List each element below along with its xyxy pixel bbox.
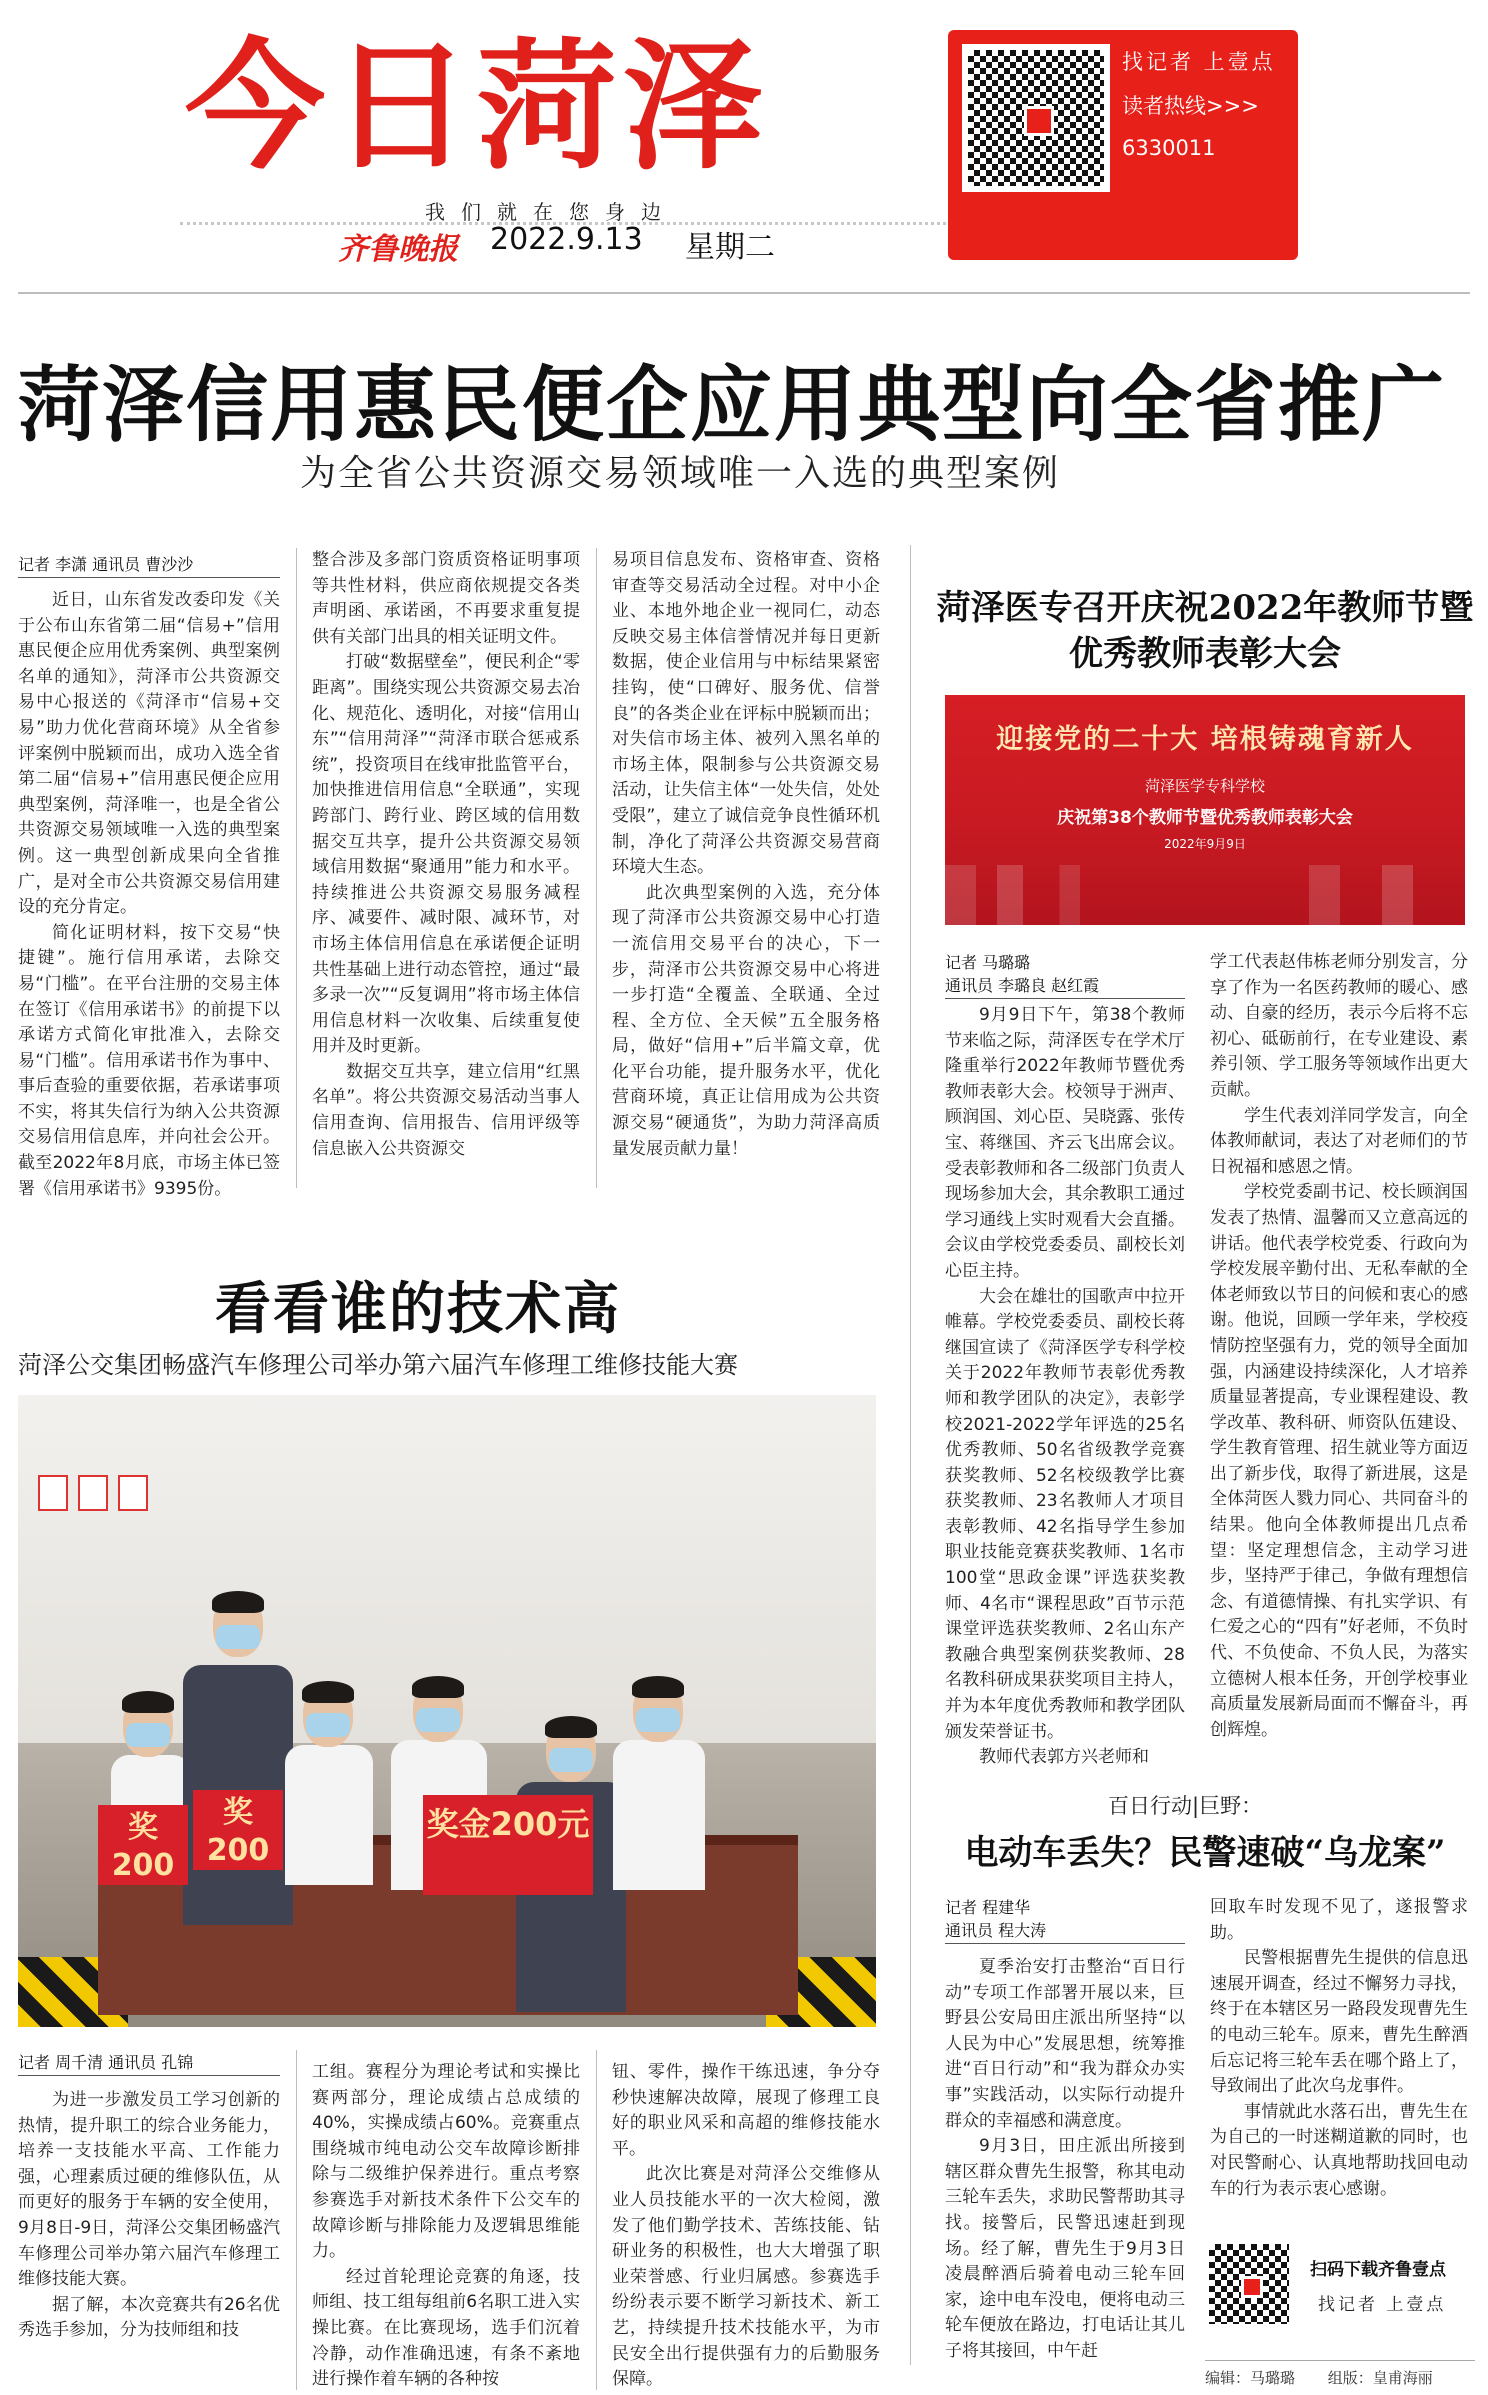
article3-subhead: 菏泽公交集团畅盛汽车修理公司举办第六届汽车修理工维修技能大赛 [18, 1351, 738, 1379]
hotline-number: 6330011 [1122, 136, 1216, 160]
contact-line-2: 读者热线>>> [1122, 94, 1259, 118]
paragraph: 9月9日下午，第38个教师节来临之际，菏泽医专在学术厅隆重举行2022年教师节暨优秀教师表彰大会。校领导于洲声、顾润国、刘心臣、吴晓露、张传宝、蒋继国、齐云飞出席会议。受表彰教师和各二级部门负责人现场参加大会，其余教职工通过学习通线上实时观看大会直播。会议由学校党委委员、副校长刘心臣主持。 [945, 1005, 1185, 1281]
paragraph: 此次典型案例的入选，充分体现了菏泽市公共资源交易中心打造一流信用交易平台的决心，下一步，菏泽市公共资源交易中心将进一步打造“全覆盖、全联通、全过程、全方位、全天候”五全服务格局，做好“信用+”后半篇文章，优化平台功能，提升服务水平，优化营商环境，真正让信用成为公共资源交易“硬通货”，为助力菏泽高质量发展贡献力量！ [612, 882, 880, 1159]
paragraph: 据了解，本次竞赛共有26名优秀选手参加，分为技师组和技 [18, 2294, 280, 2341]
paragraph: 简化证明材料，按下交易“快捷键”。施行信用承诺，去除交易“门槛”。在平台注册的交易主体在签订《信用承诺书》的前提下以承诺方式简化审批准入，去除交易“门槛”。信用承诺书作为事中、事后查验的重要依据，若承诺事项不实，将其失信行为纳入公共资源交易信用信息库，并向社会公开。截至2022年8月底，市场主体已签署《信用承诺书》9395份。 [18, 922, 280, 1199]
article2-column-1 [945, 1003, 1185, 1768]
photo-event: 庆祝第38个教师节暨优秀教师表彰大会 [1057, 808, 1353, 828]
column-rule [296, 548, 297, 1188]
paragraph: 工组。赛程分为理论考试和实操比赛两部分，理论成绩占总成绩的40%，实操成绩占60%。竞赛重点围绕城市纯电动公交车故障诊断排除与二级维护保养进行。重点考察参赛选手对新技术条件下公交车的故障诊断与排除能力及逻辑思维能力。 [312, 2062, 580, 2262]
paragraph: 易项目信息发布、资格审查、资格审查等交易活动全过程。对中小企业、本地外地企业一视同仁，动态反映交易主体信誉情况并每日更新数据，使企业信用与中标结果紧密挂钩，使“口碑好、服务优、信誉良”的各类企业在评标中脱颖而出；对失信市场主体、被列入黑名单的市场主体，限制参与公共资源交易活动，让失信主体“一处失信，处处受限”，建立了诚信竞争良性循环机制，净化了菏泽公共资源交易营商环境大生态。 [612, 550, 880, 878]
article4-headline: 电动车丢失？民警速破“乌龙案” [964, 1833, 1446, 1873]
issue-date: 2022.9.13 [490, 222, 643, 257]
designer-name: 组版：皇甫海丽 [1327, 2369, 1433, 2387]
safety-sign-icon [38, 1475, 68, 1511]
paragraph: 打破“数据壁垒”，便民利企“零距离”。围绕实现公共资源交易去冶化、规范化、透明化，对接“信用山东”“信用菏泽”“菏泽市联合惩戒系统”，投资项目在线审批监管平台，加快推进信用信息“全联通”，实现跨部门、跨行业、跨区域的信用数据交互共享，提升公共资源交易领域信用数据“聚通用”能力和水平。持续推进公共资源交易服务减程序、减要件、减时限、减环节，对市场主体信用信息在承诺便企证明共性基础上进行动态管控，通过“最多录一次”“反复调用”将市场主体信用信息材料一次收集、后续重复使用并及时更新。 [312, 652, 580, 1057]
article3-column-2 [312, 2060, 580, 2390]
skyline-decoration [945, 865, 1465, 925]
paragraph: 民警根据曹先生提供的信息迅速展开调查，经过不懈努力寻找，终于在本辖区另一路段发现曹先生的电动三轮车。原来，曹先生醉酒后忘记将三轮车丢在哪个路上了，导致闹出了此次乌龙事件。 [1210, 1948, 1468, 2097]
qr-code-icon[interactable] [962, 44, 1110, 192]
paragraph: 事情就此水落石出，曹先生在为自己的一时迷糊道歉的同时，也对民警耐心、认真地帮助找回电动车的行为表示衷心感谢。 [1210, 2101, 1468, 2199]
article4-byline: 记者 程建华 通讯员 程大涛 [945, 1895, 1185, 1944]
editor-credits [1205, 2360, 1475, 2388]
contact-line-1: 找记者 上壹点 [1122, 50, 1276, 74]
header-rule [18, 292, 1470, 294]
safety-sign-icon [118, 1475, 148, 1511]
column-rule [910, 545, 911, 2365]
main-headline: 菏泽信用惠民便企应用典型向全省推广 [18, 357, 1447, 453]
paragraph: 经过首轮理论竞赛的角逐，技师组、技工组每组前6名职工进入实操比赛。在比赛现场，选手们沉着冷静，动作准确迅速，有条不紊地进行操作着车辆的各种按 [312, 2266, 580, 2390]
paragraph: 近日，山东省发改委印发《关于公布山东省第二届“信易+”信用惠民便企应用优秀案例、典型案例名单的通知》，菏泽市公共资源交易中心报送的《菏泽市“信易+交易”助力优化营商环境》从全省参评案例中脱颖而出，成功入选全省第二届“信易+”信用惠民便企应用典型案例，菏泽唯一，也是全省公共资源交易领域唯一入选的典型案例。这一典型创新成果向全省推广，是对全市公共资源交易信用建设的充分肯定。 [18, 590, 280, 918]
article4-column-2 [1210, 1895, 1468, 2199]
issue-weekday: 星期二 [685, 230, 775, 265]
paragraph: 夏季治安打击整治“百日行动”专项工作部署开展以来，巨野县公安局田庄派出所坚持“以人民为中心”发展思想，统筹推进“百日行动”和“我为群众办实事”实践活动，以实际行动提升群众的幸福感和满意度。 [945, 1957, 1185, 2131]
paragraph: 学生代表刘洋同学发言，向全体教师献词，表达了对老师们的节日祝福和感恩之情。 [1210, 1105, 1468, 1177]
article1-column-3 [612, 548, 880, 1159]
competition-photo [18, 1395, 876, 2027]
photo-banner: 迎接党的二十大 培根铸魂育新人 [996, 724, 1414, 755]
column-rule [296, 2050, 297, 2390]
paragraph: 9月3日，田庄派出所接到辖区群众曹先生报警，称其电动三轮车丢失，求助民警帮助其寻找。接警后，民警迅速赶到现场。经了解，曹先生于9月3日凌晨醉酒后骑着电动三轮车回家，途中电车没电，便将电动三轮车便放在路边，打电话让其儿子将其接回，中午赶 [945, 2136, 1185, 2361]
paragraph: 数据交互共享，建立信用“红黑名单”。将公共资源交易活动当事人信用查询、信用报告、信用评级等信息嵌入公共资源交 [312, 1061, 580, 1159]
article4-kicker: 百日行动|巨野： [1108, 1794, 1263, 1818]
article1-column-1 [18, 588, 280, 1199]
award-certificate: 奖 200 [98, 1805, 188, 1885]
paragraph: 整合涉及多部门资质资格证明事项等共性材料，供应商依规提交各类声明函、承诺函，不再要求重复提供有关部门出具的相关证明文件。 [312, 550, 580, 647]
paragraph: 大会在雄壮的国歌声中拉开帷幕。学校党委委员、副校长蒋继国宣读了《菏泽医学专科学校关于2022年教师节表彰优秀教师和教学团队的决定》，表彰学校2021-2022学年评选的25名优秀教师、50名省级教学竞赛获奖教师、52名校级教学比赛获奖教师、23名教师人才项目表彰教师、42名指导学生参加职业技能竞赛获奖教师、1名市100堂“思政金课”评选获奖教师、4名市“课程思政”百节示范课堂评选获奖教师、2名山东产教融合典型案例获奖教师、28名教科研成果获奖项目主持人，并为本年度优秀教师和教学团队颁发荣誉证书。 [945, 1286, 1185, 1742]
app-qr-code-icon[interactable] [1205, 2240, 1293, 2328]
paragraph: 为进一步激发员工学习创新的热情，提升职工的综合业务能力，培养一支技能水平高、工作能力强，心理素质过硬的维修队伍，从而更好的服务于车辆的安全使用，9月8日-9日，菏泽公交集团畅盛汽车修理公司举办第六届汽车修理工维修技能大赛。 [18, 2090, 280, 2290]
editor-name: 编辑：马璐璐 [1205, 2369, 1296, 2387]
paper-name: 齐鲁晚报 [338, 232, 458, 267]
main-subhead: 为全省公共资源交易领域唯一入选的典型案例 [300, 453, 1061, 494]
paragraph: 教师代表郭方兴老师和 [979, 1747, 1149, 1768]
article3-byline: 记者 周千清 通讯员 孔锦 [18, 2050, 280, 2076]
photo-school: 菏泽医学专科学校 [1144, 777, 1265, 795]
qr-caption: 扫码下载齐鲁壹点 [1310, 2260, 1446, 2280]
masthead-slogan: 我们就在您身边 [425, 200, 677, 224]
article3-headline: 看看谁的技术高 [215, 1276, 621, 1342]
paragraph: 回取车时发现不见了，遂报警求助。 [1210, 1897, 1468, 1943]
award-certificate: 奖金200元 [423, 1795, 593, 1895]
paragraph: 学工代表赵伟栋老师分别发言，分享了作为一名医药教师的暖心、感动、自豪的经历，表示今后将不忘初心、砥砺前行，在专业建设、素养引领、学工服务等领域作出更大贡献。 [1210, 952, 1468, 1100]
article1-column-2 [312, 548, 580, 1192]
column-rule [596, 548, 597, 1188]
masthead-title: 今日菏泽 [185, 26, 770, 189]
article3-column-1 [18, 2088, 280, 2388]
paragraph: 此次比赛是对菏泽公交维修从业人员技能水平的一次大检阅，激发了他们勤学技术、苦练技能、钻研业务的积极性，也大大增强了职业荣誉感、行业归属感。参赛选手纷纷表示要不断学习新技术、新工艺，持续提升技术技能水平，为市民安全出行提供强有力的后勤服务保障。 [612, 2164, 880, 2390]
article2-byline: 记者 马璐璐 通讯员 李璐良 赵红霞 [945, 950, 1185, 999]
article2-column-2 [1210, 950, 1468, 1740]
qr-slogan: 找记者 上壹点 [1318, 2295, 1447, 2315]
award-certificate: 奖 200 [193, 1790, 283, 1870]
paragraph: 学校党委副书记、校长顾润国发表了热情、温馨而又立意高远的讲话。他代表学校党委、行政向为学校发展辛勤付出、无私奉献的全体老师致以节日的问候和衷心的感谢。他说，回顾一学年来，学校疫情防控坚强有力，党的领导全面加强，内涵建设持续深化，人才培养质量显著提高，专业课程建设、教学改革、教科研、师资队伍建设、学生教育管理、招生就业等方面迈出了新步伐，取得了新进展，这是全体菏医人戮力同心、共同奋斗的结果。他向全体教师提出几点希望：坚定理想信念，主动学习进步，坚持严于律己，争做有理想信念、有道德情操、有扎实学识、有仁爱之心的“四有”好老师，不负时代、不负使命、不负人民，为落实立德树人根本任务，开创学校事业高质量发展新局面而不懈奋斗，再创辉煌。 [1210, 1182, 1468, 1740]
safety-sign-icon [78, 1475, 108, 1511]
article2-headline: 菏泽医专召开庆祝2022年教师节暨优秀教师表彰大会 [936, 588, 1474, 674]
column-rule [596, 2050, 597, 2390]
article4-column-1 [945, 1955, 1185, 2395]
photo-date: 2022年9月9日 [1164, 837, 1246, 851]
article1-byline: 记者 李潇 通讯员 曹沙沙 [18, 552, 280, 578]
ceremony-photo [945, 695, 1465, 925]
paragraph: 钮、零件，操作干练迅速，争分夺秒快速解决故障，展现了修理工良好的职业风采和高超的维修技能水平。 [612, 2062, 880, 2159]
article3-column-3 [612, 2060, 880, 2390]
